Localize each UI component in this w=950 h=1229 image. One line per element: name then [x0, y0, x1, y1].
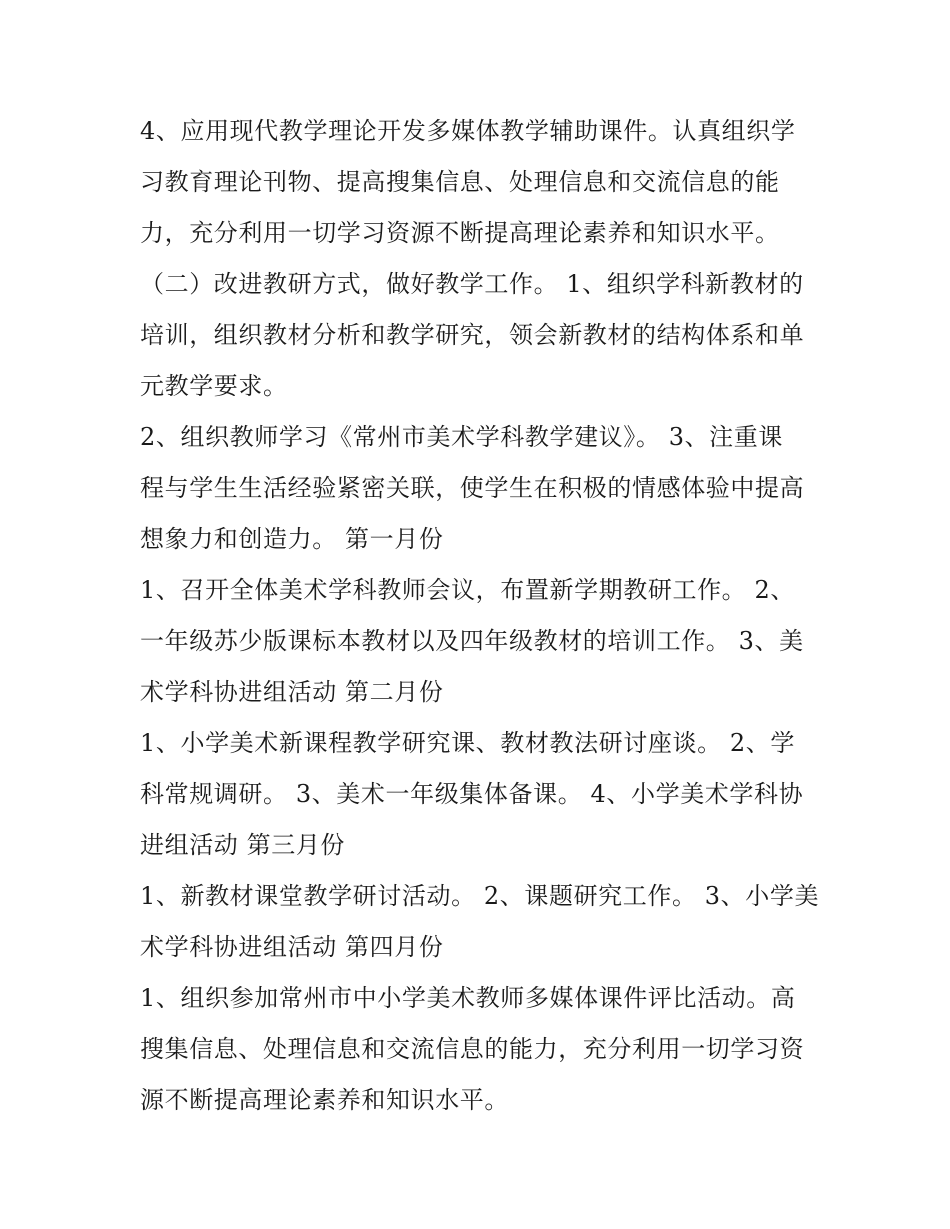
text-line: 习教育理论刊物、提高搜集信息、处理信息和交流信息的能 [140, 168, 780, 196]
text-line: 1、召开全体美术学科教师会议，布置新学期教研工作。 2、 [140, 576, 795, 604]
text-line: 2、组织教师学习《常州市美术学科教学建议》。 3、注重课 [140, 423, 783, 451]
text-line: 想象力和创造力。 第一月份 [140, 525, 444, 553]
text-line: 进组活动 第三月份 [140, 831, 346, 859]
text-line: 1、新教材课堂教学研讨活动。 2、课题研究工作。 3、小学美 [140, 882, 820, 910]
text-line: 搜集信息、处理信息和交流信息的能力，充分利用一切学习资 [140, 1035, 805, 1063]
text-line: 4、应用现代教学理论开发多媒体教学辅助课件。认真组织学 [140, 117, 796, 145]
text-line: 1、小学美术新课程教学研究课、教材教法研讨座谈。 2、学 [140, 729, 795, 757]
text-line: 程与学生生活经验紧密关联，使学生在积极的情感体验中提高 [140, 474, 805, 502]
text-line: 培训，组织教材分析和教学研究，领会新教材的结构体系和单 [140, 321, 805, 349]
text-line: 术学科协进组活动 第二月份 [140, 678, 444, 706]
text-line: 元教学要求。 [140, 372, 288, 400]
document-body [140, 106, 820, 1126]
text-line: 一年级苏少版课标本教材以及四年级教材的培训工作。 3、美 [140, 627, 804, 655]
text-line: 术学科协进组活动 第四月份 [140, 933, 444, 961]
text-line: 科常规调研。 3、美术一年级集体备课。 4、小学美术学科协 [140, 780, 804, 808]
text-line: （二）改进教研方式，做好教学工作。 1、组织学科新教材的 [140, 270, 804, 298]
text-line: 1、组织参加常州市中小学美术教师多媒体课件评比活动。高 [140, 984, 796, 1012]
text-line: 力，充分利用一切学习资源不断提高理论素养和知识水平。 [140, 219, 780, 247]
text-line: 源不断提高理论素养和知识水平。 [140, 1086, 509, 1114]
